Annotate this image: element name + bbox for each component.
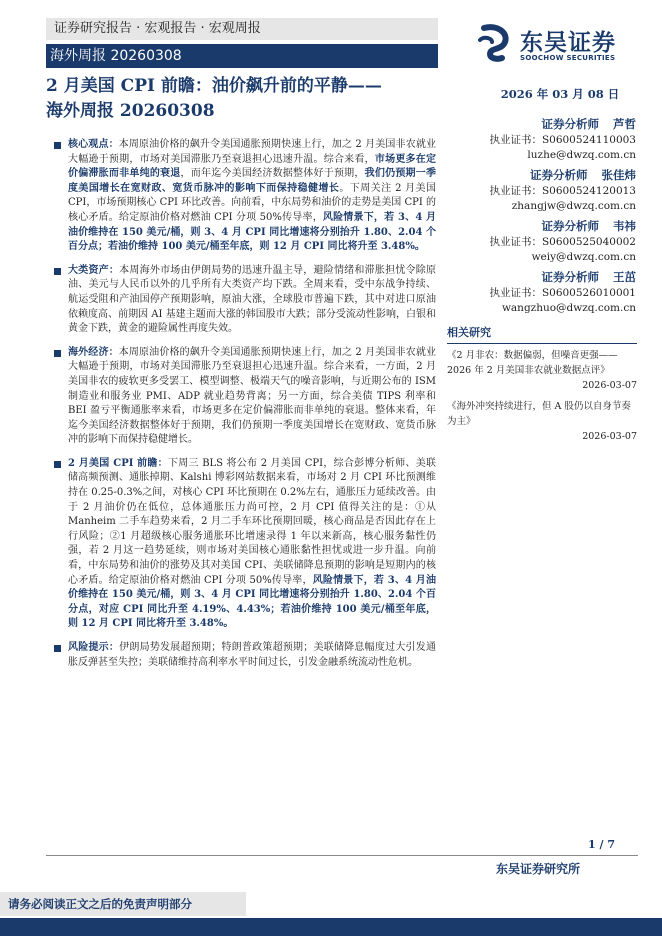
para-text: ，而年迄今美国经济数据整体好于预期， bbox=[180, 168, 365, 180]
analyst-name: 张佳炜 bbox=[601, 168, 636, 182]
report-series-banner: 海外周报 20260308 bbox=[46, 44, 438, 68]
analyst-role-label: 证券分析师 bbox=[541, 270, 599, 284]
para-emphasis: 风险情景下，若 3、4 月油价维持在 150 美元/桶，则 3、4 月 CPI 同比增速将分别抬升 1.80、2.04 个百分点；若油价维持 100 美元/桶至年底，则 12 月 CPI 同比将升至 3.48%。 bbox=[68, 211, 436, 253]
related-research-title: 相关研究 bbox=[447, 324, 637, 344]
logo-text-en: SOOCHOW SECURITIES bbox=[520, 54, 616, 62]
title-line-1: 2 月美国 CPI 前瞻：油价飙升前的平静—— bbox=[46, 76, 382, 96]
analyst-role-label: 证券分析师 bbox=[530, 168, 588, 182]
para-text: 伊朗局势发展超预期；特朗普政策超预期；美联储降息幅度过大引发通胀反弹甚至失控；美联储维持高利率水平时间过长，引发金融系统流动性危机。 bbox=[68, 642, 437, 668]
analyst-block bbox=[460, 269, 636, 316]
para-emphasis: 我们仍预期一季度美国增长在宽财政、宽货币脉冲的影响下而保持稳健增长 bbox=[68, 168, 437, 194]
core-view-paragraph bbox=[54, 138, 436, 255]
para-label: 大类资产： bbox=[68, 264, 120, 276]
related-item-title[interactable]: 《海外冲突持续进行，但 A 股仍以自身节奏为主》 bbox=[447, 401, 631, 427]
overseas-economy-paragraph bbox=[54, 346, 436, 448]
square-bullet-icon bbox=[54, 645, 61, 652]
analyst-block bbox=[460, 167, 636, 214]
para-label: 核心观点： bbox=[68, 139, 119, 150]
para-text: 本周原油价格的飙升令美国通胀预期快速上行，加之 2 月美国非农就业大幅逊于预期，市场对美国滞胀乃至衰退担心迅速升温。综合来看， bbox=[68, 139, 436, 165]
analyst-license: 执业证书：S0600524120013 bbox=[489, 185, 636, 197]
logo-text-cn: 东吴证券 bbox=[520, 30, 616, 56]
square-bullet-icon bbox=[54, 268, 61, 275]
square-bullet-icon bbox=[54, 142, 61, 149]
footer-organization: 东吴证券研究所 bbox=[496, 862, 581, 876]
analyst-role bbox=[460, 116, 636, 133]
analyst-email[interactable]: weiy@dwzq.com.cn bbox=[531, 251, 636, 263]
related-item[interactable] bbox=[447, 348, 637, 391]
analyst-role-label: 证券分析师 bbox=[541, 117, 599, 131]
para-label: 风险提示： bbox=[68, 642, 120, 653]
analyst-role bbox=[460, 269, 636, 286]
related-item[interactable] bbox=[447, 399, 637, 442]
soochow-logo-icon bbox=[476, 24, 514, 62]
analyst-block bbox=[460, 218, 636, 265]
risk-warning-paragraph bbox=[54, 641, 436, 670]
analyst-list bbox=[460, 116, 636, 320]
related-item-title[interactable]: 《2 月非农：数据偏弱，但噪音更强——2026 年 2 月美国非农就业数据点评》 bbox=[447, 350, 618, 376]
para-text: 本周原油价格的飙升令美国通胀预期快速上行，加之 2 月美国非农就业大幅逊于预期，市场对美国滞胀乃至衰退担心迅速升温。综合来看，一方面，2 月美国非农的疲软更多受罢工、模型调整、极端天气的噪音影响，与近期公布的 ISM 制造业和服务业 PMI、ADP 就业趋势背离；另一方面，综合美债 TIPS 利率和 BEI 盈亏平衡通胀率来看，市场更多在定价偏滞胀而非单纯的衰退。整体来看，年迄今美国经济数据整体好于预期，我们仍预期一季度美国增长在宽财政、宽货币脉冲的影响下而保持稳健增长。 bbox=[68, 346, 436, 446]
related-research bbox=[447, 324, 637, 450]
asset-classes-paragraph bbox=[54, 264, 436, 337]
report-body bbox=[54, 138, 436, 679]
analyst-email[interactable]: wangzhuo@dwzq.com.cn bbox=[501, 302, 636, 314]
analyst-license: 执业证书：S0600526010001 bbox=[489, 287, 636, 299]
related-item-date: 2026-03-07 bbox=[582, 431, 637, 442]
related-item-date: 2026-03-07 bbox=[582, 380, 637, 391]
para-label: 2 月美国 CPI 前瞻： bbox=[68, 457, 168, 469]
brand-logo bbox=[476, 24, 646, 68]
page-number: 1 / 7 bbox=[588, 838, 615, 851]
disclaimer-notice[interactable]: 请务必阅读正文之后的免责声明部分 bbox=[0, 892, 246, 916]
title-line-2: 海外周报 20260308 bbox=[46, 101, 215, 121]
analyst-role bbox=[460, 218, 636, 235]
square-bullet-icon bbox=[54, 461, 61, 468]
report-date: 2026 年 03 月 08 日 bbox=[500, 87, 620, 101]
analyst-name: 韦祎 bbox=[613, 219, 636, 233]
square-bullet-icon bbox=[54, 350, 61, 357]
analyst-role-label: 证券分析师 bbox=[541, 219, 599, 233]
para-label: 海外经济： bbox=[68, 346, 119, 358]
page-title bbox=[46, 74, 466, 124]
analyst-name: 芦哲 bbox=[613, 117, 636, 131]
analyst-block bbox=[460, 116, 636, 163]
analyst-role bbox=[460, 167, 636, 184]
para-emphasis: 市场更多在定价偏滞胀而非单纯的衰退 bbox=[68, 153, 437, 180]
analyst-email[interactable]: luzhe@dwzq.com.cn bbox=[527, 149, 636, 161]
report-category-banner: 证券研究报告 · 宏观报告 · 宏观周报 bbox=[46, 18, 438, 40]
analyst-email[interactable]: zhangjw@dwzq.com.cn bbox=[511, 200, 636, 212]
footer-divider bbox=[46, 855, 638, 856]
analyst-license: 执业证书：S0600525040002 bbox=[489, 236, 636, 248]
para-text: 下周三 BLS 将公布 2 月美国 CPI，综合彭博分析师、美联储高频预测、通胀掉期、Kalshi 博彩网站数据来看，市场对 2 月 CPI 环比预测维持在 0.25-0.3%之间，对核心 CPI 环比预期在 0.2%左右，通胀压力延续改善。由于 2 月油价仍在低位，总体通胀压力尚可控，2 月 CPI 值得关注的是：①从 Manheim 二手车趋势来看，2 月二手车环比预期回暖，核心商品是否因此存在上行风险；②1 月超级核心服务通胀环比增速录得 1 年以来新高，核心服务黏性仍强，若 2 月这一趋势延续，则市场对美国核心通胀黏性担忧或进一步升温。向前看，中东局势和油价的涨势及其对美国 CPI、美联储降息预期的影响是短期内的核心矛盾。给定原油价格对燃油 CPI 分项 50%传导率， bbox=[68, 457, 436, 586]
cpi-preview-paragraph bbox=[54, 457, 436, 632]
analyst-license: 执业证书：S0600524110003 bbox=[489, 134, 636, 146]
footer-bar bbox=[0, 918, 662, 936]
para-emphasis: 风险情景下，若 3、4 月油价维持在 150 美元/桶，则 3、4 月 CPI 同比增速将分别抬升 1.80、2.04 个百分点，对应 CPI 同比升至 4.19%、4.43%；若油价维持 100 美元/桶至年底，则 12 月 CPI 同比将升至 3.48%。 bbox=[68, 574, 436, 630]
para-text: 本周海外市场由伊朗局势的迅速升温主导，避险情绪和滞胀担忧令除原油、美元与人民币以外的几乎所有大类资产均下跌。全周来看，受中东战争持续、航运受阻和产油国停产预期影响，原油大涨，全球股市普遍下跌，其中对进口原油依赖度高、前期因 AI 基建主题而大涨的韩国股市大跌；部分受流动性影响，白银和黄金下跌，黄金的避险属性再度失效。 bbox=[68, 264, 437, 335]
para-text: 。下周关注 2 月美国 CPI，市场预期核心 CPI 环比改善。向前看，中东局势和油价的走势是美国 CPI 的核心矛盾。给定原油价格对燃油 CPI 分项 50%传导率， bbox=[68, 182, 436, 223]
analyst-name: 王茁 bbox=[613, 270, 636, 284]
